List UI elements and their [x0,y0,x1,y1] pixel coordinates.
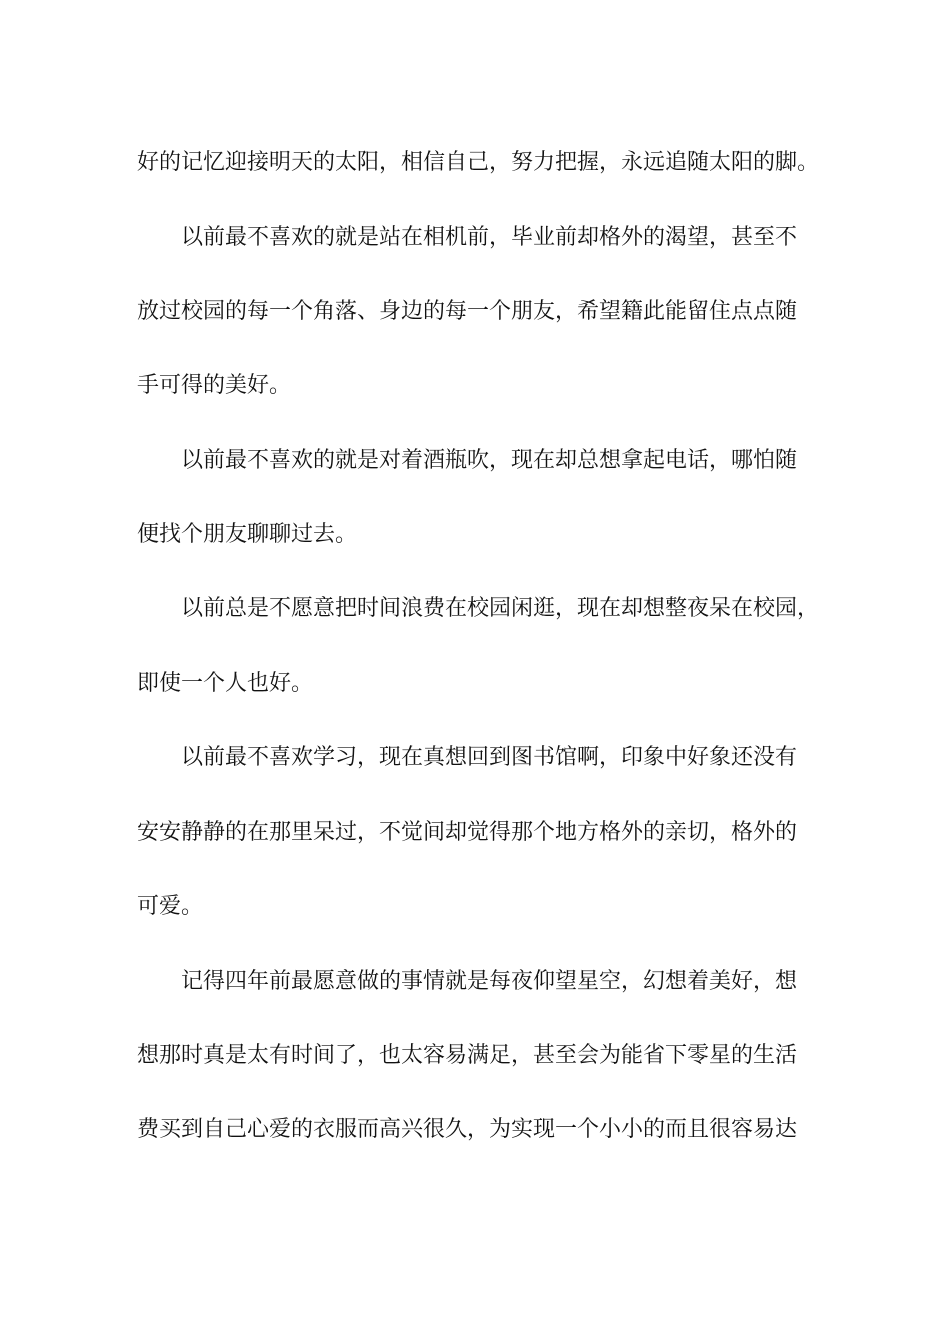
text-line-3: 放过校园的每一个角落、身边的每一个朋友，希望籍此能留住点点随 [137,299,798,324]
text-line-6: 便找个朋友聊聊过去。 [137,522,358,547]
text-line-9: 以前最不喜欢学习，现在真想回到图书馆啊，印象中好象还没有 [181,745,798,770]
text-line-4: 手可得的美好。 [137,373,292,398]
text-line-10: 安安静静的在那里呆过，不觉间却觉得那个地方格外的亲切，格外的 [137,820,798,845]
text-line-11: 可爱。 [137,894,204,919]
text-line-13: 想那时真是太有时间了，也太容易满足，甚至会为能省下零星的生活 [137,1043,798,1068]
text-line-2: 以前最不喜欢的就是站在相机前，毕业前却格外的渴望，甚至不 [181,225,798,250]
text-line-1: 好的记忆迎接明天的太阳，相信自己，努力把握，永远追随太阳的脚。 [137,150,820,175]
text-line-5: 以前最不喜欢的就是对着酒瓶吹，现在却总想拿起电话，哪怕随 [181,448,798,473]
text-line-14: 费买到自己心爱的衣服而高兴很久，为实现一个小小的而且很容易达 [137,1117,798,1142]
text-line-7: 以前总是不愿意把时间浪费在校园闲逛，现在却想整夜呆在校园， [181,596,820,621]
text-line-12: 记得四年前最愿意做的事情就是每夜仰望星空，幻想着美好，想 [181,969,798,994]
text-line-8: 即使一个人也好。 [137,671,314,696]
